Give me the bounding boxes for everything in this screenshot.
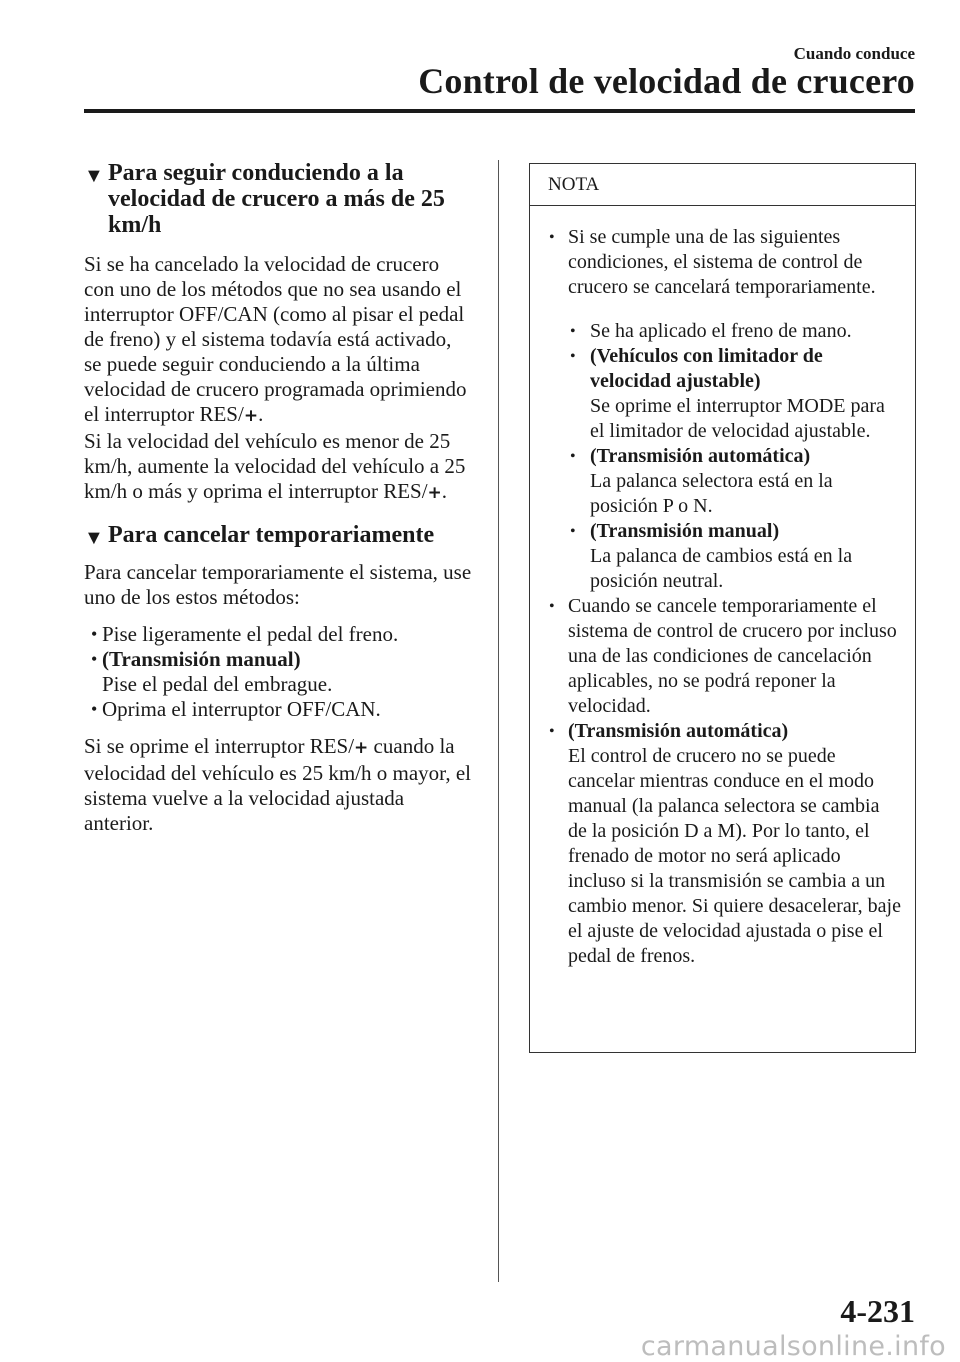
note-title: NOTA <box>530 164 915 206</box>
plus-icon: + <box>243 406 259 426</box>
page-title: Control de velocidad de crucero <box>418 61 915 101</box>
triangle-down-icon: ▼ <box>84 165 104 187</box>
note-item: • Si se cumple una de las siguientes condiciones, el sistema de control de crucero se cancelará temporariamente. <box>549 226 876 298</box>
header-rule <box>84 109 915 113</box>
paragraph-continue: Si se ha cancelado la velocidad de crucero con uno de los métodos que no sea usando el interruptor OFF/CAN (como al pisar el pedal de freno) y el sistema todavía está activado, se puede seguir conduciendo a la última velocidad de crucero programada oprimiendo el interruptor RES/+. Si la velocidad del vehículo es menor de 25 km/h, aumente la velocidad del vehículo a 25 km/h o más y oprima el interruptor RES/+. <box>84 252 467 503</box>
section-heading-continue: ▼ Para seguir conduciendo a la velocidad de crucero a más de 25 km/h <box>84 160 445 238</box>
left-column <box>84 160 474 836</box>
plus-icon: + <box>427 483 442 503</box>
paragraph-cancel-intro: Para cancelar temporariamente el sistema, use uno de los estos métodos: <box>84 560 472 609</box>
paragraph-resume: Si se oprime el interruptor RES/+ cuando la velocidad del vehículo es 25 km/h o mayor, el sistema vuelve a la velocidad ajustada anterior. <box>84 734 471 835</box>
list-item: • Pise ligeramente el pedal del freno. <box>91 622 399 646</box>
note-subitem: • (Transmisión automática) La palanca selectora está en la posición P o N. <box>570 445 833 517</box>
note-subitem: • Se ha aplicado el freno de mano. <box>570 320 852 342</box>
section-heading-cancel: ▼ Para cancelar temporariamente <box>84 522 435 549</box>
note-item: • Cuando se cancele temporariamente el sistema de control de crucero por incluso una de las condiciones de cancelación aplicables, no se podrá reponer la velocidad. <box>549 595 897 717</box>
watermark: carmanualsonline.info <box>640 1331 946 1362</box>
list-item: • (Transmisión manual) Pise el pedal del embrague. <box>91 647 333 696</box>
list-item: • Oprima el interruptor OFF/CAN. <box>91 697 381 721</box>
header-section: Cuando conduce <box>793 44 915 63</box>
column-divider <box>498 160 499 1282</box>
note-box <box>529 163 916 1053</box>
note-item: • (Transmisión automática) El control de crucero no se puede cancelar mientras conduce en el modo manual (la palanca selectora se cambia de la posición D a M). Por lo tanto, el frenado de motor no será aplicado incluso si la transmisión se cambia a un cambio menor. Si quiere desacelerar, baje el ajuste de velocidad ajustada o pise el pedal de frenos. <box>549 720 901 967</box>
page-number: 4-231 <box>840 1293 915 1329</box>
note-subitem: • (Vehículos con limitador de velocidad ajustable) Se oprime el interruptor MODE para el limitador de velocidad ajustable. <box>570 345 885 442</box>
note-subitem: • (Transmisión manual) La palanca de cambios está en la posición neutral. <box>570 520 853 592</box>
cancel-methods-list <box>84 622 474 722</box>
plus-icon: + <box>354 738 369 758</box>
triangle-down-icon: ▼ <box>84 527 104 549</box>
